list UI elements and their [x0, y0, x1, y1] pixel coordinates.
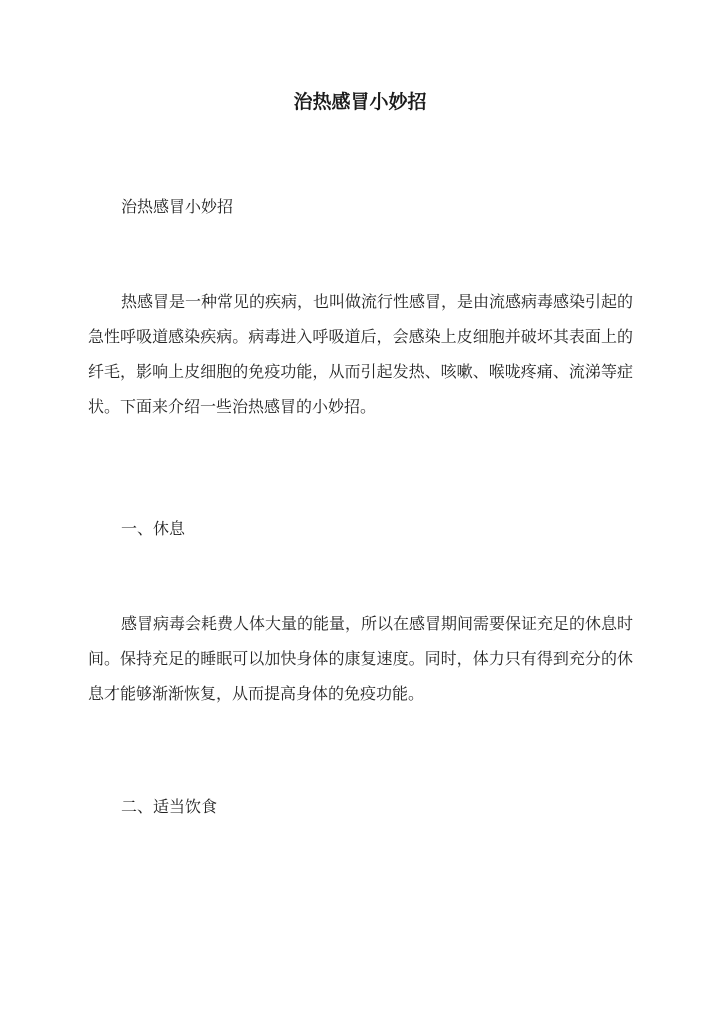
intro-paragraph: 热感冒是一种常见的疾病，也叫做流行性感冒，是由流感病毒感染引起的急性呼吸道感染疾病。病毒进入呼吸道后，会感染上皮细胞并破坏其表面上的纤毛，影响上皮细胞的免疫功能，从而引起发热、咳嗽、喉咙疼痛、流涕等症状。下面来介绍一些治热感冒的小妙招。	[88, 292, 634, 416]
section-body-rest: 感冒病毒会耗费人体大量的能量，所以在感冒期间需要保证充足的休息时间。保持充足的睡眠可以加快身体的康复速度。同时，体力只有得到充分的休息才能够渐渐恢复，从而提高身体的免疫功能。	[88, 614, 634, 703]
section-heading-diet: 二、适当饮食	[121, 797, 218, 816]
document-subtitle: 治热感冒小妙招	[121, 197, 234, 216]
document-title: 治热感冒小妙招	[293, 91, 427, 113]
section-heading-rest: 一、休息	[121, 519, 186, 538]
